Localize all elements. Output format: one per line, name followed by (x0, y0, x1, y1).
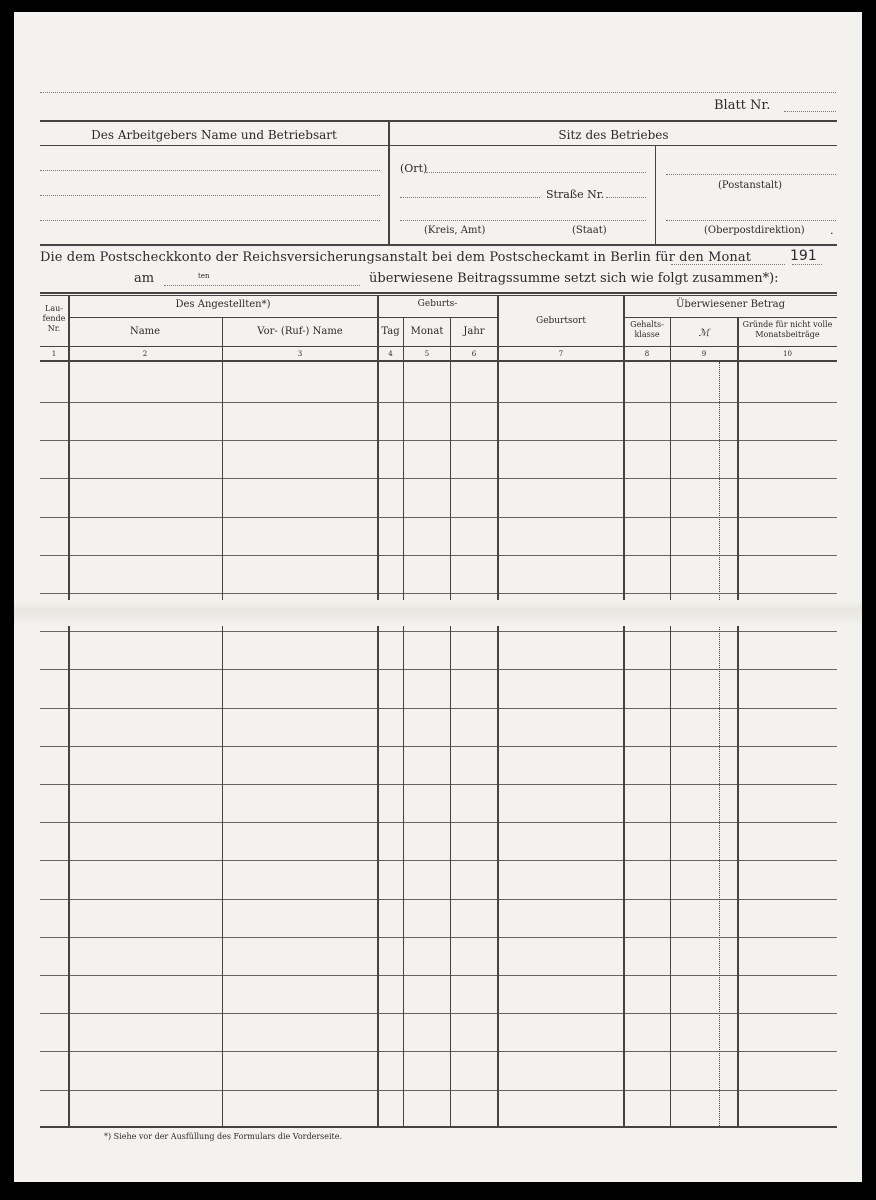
col-number: 5 (424, 350, 430, 358)
geburtsort-header: Geburtsort (536, 316, 586, 326)
blatt-number-field[interactable] (784, 111, 836, 112)
employee-group-rule (69, 317, 377, 318)
year-prefix: 191 (790, 248, 817, 264)
col-number: 4 (388, 350, 393, 358)
col-number: 1 (51, 350, 57, 358)
employee-group-header: Des Angestellten*) (175, 299, 271, 310)
table-row-rule (40, 746, 837, 747)
col-divider (68, 296, 70, 1126)
seat-inner-divider (655, 146, 656, 244)
date-field[interactable] (164, 285, 360, 286)
postanstalt-field[interactable] (666, 174, 836, 175)
monat-field[interactable] (671, 264, 785, 265)
footnote: *) Siehe vor der Ausfüllung des Formulars die Vorderseite. (104, 1132, 343, 1141)
oberpost-trailing: . (830, 224, 834, 237)
kreis-label: (Kreis, Amt) (424, 225, 486, 236)
col-number: 2 (142, 350, 148, 358)
col-divider (403, 318, 404, 1126)
header-number-rule (40, 346, 837, 347)
oberpost-field[interactable] (666, 220, 836, 221)
kreis-staat-field[interactable] (400, 220, 646, 221)
vorname-header: Vor- (Ruf-) Name (257, 326, 343, 337)
col-divider (222, 318, 223, 1126)
col-divider (623, 296, 625, 1126)
employer-line[interactable] (40, 195, 380, 196)
mark-header: ℳ (698, 328, 710, 339)
table-row-rule (40, 1013, 837, 1014)
table-row-rule (40, 975, 837, 976)
ort-label: (Ort) (400, 162, 428, 175)
table-row-rule (40, 822, 837, 823)
am-label: am (134, 271, 155, 286)
table-row-rule (40, 555, 837, 556)
table-row-rule (40, 478, 837, 479)
paper-fold (14, 600, 862, 626)
employer-line[interactable] (40, 220, 380, 221)
col-divider (497, 296, 499, 1126)
col-divider (737, 318, 739, 1126)
staat-label: (Staat) (572, 225, 607, 236)
birth-group-rule (378, 317, 497, 318)
birth-group-header: Geburts- (417, 299, 458, 309)
postanstalt-label: (Postanstalt) (718, 180, 783, 191)
oberpost-label: (Oberpostdirektion) (704, 225, 805, 236)
gehaltsklasse-header: Gehalts- klasse (630, 320, 664, 339)
body-top-rule (40, 360, 837, 362)
table-row-rule (40, 517, 837, 518)
table-row-rule (40, 899, 837, 900)
col-number: 3 (297, 350, 303, 358)
amount-group-header: Überwiesener Betrag (676, 299, 785, 310)
table-row-rule (40, 708, 837, 709)
table-row-rule (40, 784, 837, 785)
table-row-rule (40, 402, 837, 403)
blatt-label: Blatt Nr. (714, 98, 771, 113)
header-bottom-rule (40, 244, 837, 246)
table-row-rule (40, 1051, 837, 1052)
header-subrule (40, 145, 837, 146)
col-number: 8 (644, 350, 650, 358)
col-divider (670, 318, 671, 1126)
statement-line-1: Die dem Postscheckkonto der Reichsversicherungsanstalt bei dem Postscheckamt in Berlin für den Monat (40, 250, 752, 265)
amount-group-rule (624, 317, 837, 318)
laufende-nr-header: Lau- fende Nr. (42, 304, 66, 333)
header-top-rule (40, 120, 837, 122)
gruende-header: Gründe für nicht volle Monatsbeiträge (742, 320, 833, 339)
table-top-rule-2 (40, 295, 837, 296)
hausnr-field[interactable] (606, 197, 646, 198)
table-row-rule (40, 631, 837, 632)
employer-line[interactable] (40, 170, 380, 171)
col-divider (377, 296, 379, 1126)
col-number: 9 (701, 350, 707, 358)
col-number: 6 (471, 350, 477, 358)
col-divider (450, 318, 451, 1126)
ort-field[interactable] (426, 172, 646, 173)
table-row-rule (40, 1090, 837, 1091)
form-sheet (14, 12, 862, 1182)
strasse-label: Straße Nr. (546, 188, 605, 201)
table-row-rule (40, 593, 837, 594)
strasse-field[interactable] (400, 197, 540, 198)
employer-heading: Des Arbeitgebers Name und Betriebsart (91, 128, 337, 142)
table-row-rule (40, 440, 837, 441)
seat-heading: Sitz des Betriebes (558, 128, 669, 142)
name-header: Name (129, 326, 161, 337)
table-row-rule (40, 937, 837, 938)
table-row-rule (40, 669, 837, 670)
tag-header: Tag (381, 326, 400, 337)
table-row-rule (40, 860, 837, 861)
table-bottom-rule (40, 1126, 837, 1128)
jahr-header: Jahr (463, 326, 485, 337)
statement-line-2: überwiesene Beitragssumme setzt sich wie folgt zusammen*): (369, 271, 779, 286)
year-field[interactable] (792, 264, 822, 265)
col-number: 7 (558, 350, 564, 358)
table-top-rule (40, 292, 837, 294)
top-dotted-line (40, 92, 836, 93)
ten-label: ten (198, 272, 210, 280)
col-number: 10 (783, 350, 792, 358)
monat-header: Monat (410, 326, 444, 337)
pfennig-divider (719, 362, 720, 1126)
